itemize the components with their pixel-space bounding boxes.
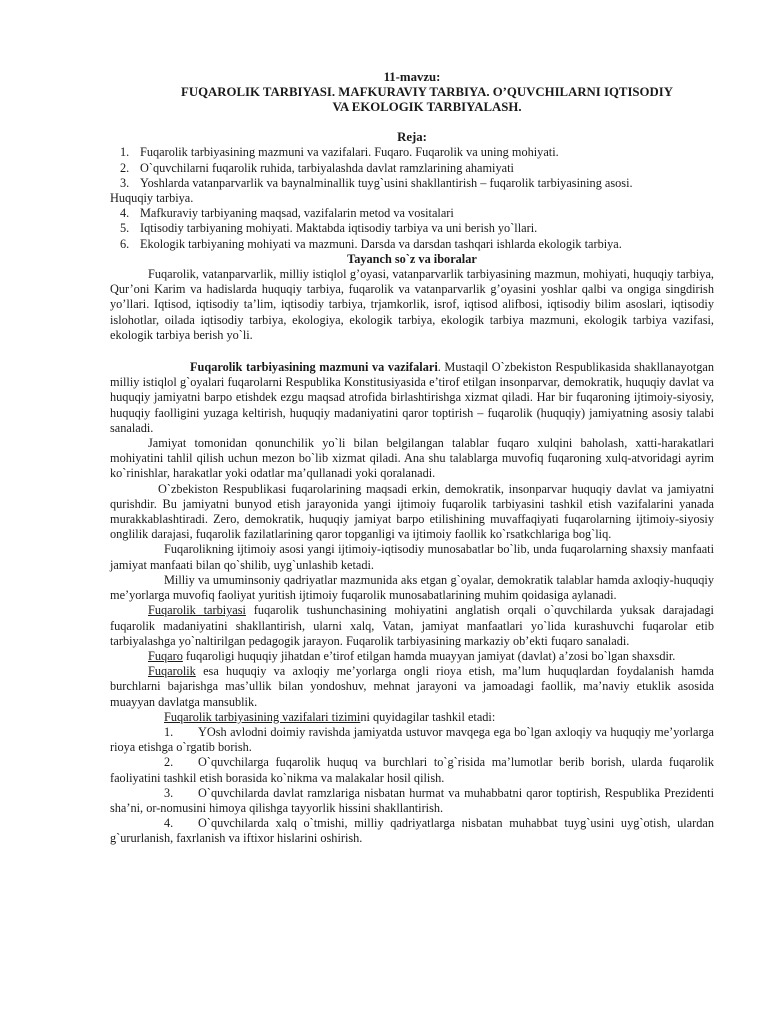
- plan-item: [110, 145, 714, 160]
- topic-title-line1: FUQAROLIK TARBIYASI. MAFKURAVIY TARBIYA. O’QUVCHILARNI IQTISODIY: [181, 85, 673, 100]
- plan-item-text: O`quvchilarni fuqarolik ruhida, tarbiyalashda davlat ramzlarining ahamiyati: [140, 160, 514, 175]
- keywords-heading: Tayanch so`z va iboralar: [347, 251, 477, 266]
- definition-paragraph: [110, 649, 714, 664]
- defined-term: Fuqaro: [148, 648, 183, 663]
- tasks-list: [110, 725, 714, 847]
- defined-term: Fuqarolik: [148, 664, 196, 679]
- task-number: 2.: [164, 755, 174, 770]
- body-paragraph: O`zbekiston Respublikasi fuqarolarining maqsadi erkin, demokratik, insonparvar huquqiy davlat va jamiyatni qurishdir. Bu jamiyatni bunyod etish jarayonida yangi ijtimoiy fuqarolik tarbiyasini tashkil etish vazifalarini yanada murakkablashtiradi. Zero, demokratik, huquqiy jamiyat barpo etilishining muvaffaqiyati fuqarolarning ijtimoiy-siyosiy onglilik darajasi, fuqarolik fazilatlarining qaror topganligi va ijtimoiy faollik ko`rsatkchlariga bog`liq.: [110, 481, 714, 542]
- definition-text: fuqarolik tushunchasining mohiyatini anglatish orqali o`quvchilarda yuksak darajadagi fuqarolik madaniyatini shakllantirish, ularni xalq, Vatan, jamiyat manfaatlari yo`lida kurashuvchi fuqarolar etib tarbiyalashga yo`naltirilgan pedagogik jarayon. Fuqarolik tarbiyasining markaziy ob’ekti fuqaro sanaladi.: [110, 603, 714, 648]
- plan-item-number: 3.: [120, 175, 130, 190]
- plan-item-text: Fuqarolik tarbiyasining mazmuni va vazifalari. Fuqaro. Fuqarolik va uning mohiyati.: [140, 145, 559, 160]
- plan-item: [110, 221, 714, 236]
- plan-item: [110, 237, 714, 252]
- task-text: O`quvchilarda xalq o`tmishi, milliy qadriyatlarga nisbatan muhabbat tuyg`usini uyg`otish, ulardan g`ururlanish, faxrlanish va iftixor hislarini oshirish.: [110, 816, 714, 846]
- task-text: O`quvchilarda davlat ramzlariga nisbatan hurmat va muhabbatni qaror toptirish, Respublika Prezidenti sha’ni, or-nomusini himoya qilishga tayyorlik hissini shakllantirish.: [110, 785, 714, 815]
- task-item: [110, 725, 714, 755]
- task-item: [110, 816, 714, 846]
- section-intro-text: . Mustaqil O`zbekiston Respublikasida shakllanayotgan milliy istiqlol g`oyalari fuqarolarni Respublika Konstitusiyasida e’tirof etilgan insonparvar, demokratik, huquqiy davlat va huquqiy jamiyatni barpo etishdek ezgu maqsad atrofida birlashtirishga xizmat qiladi. Har bir fuqaroning ijtimoiy-siyosiy, huquqiy faolligini yuzaga keltirish, huquqiy madaniyatini qaror toptirish – fuqarolik (huquqiy) jamiyatning asosiy talabi sanaladi.: [110, 360, 714, 435]
- section-title: Fuqarolik tarbiyasining mazmuni va vazifalari: [190, 360, 438, 375]
- task-number: 3.: [164, 785, 174, 800]
- section-intro-paragraph: [110, 360, 714, 436]
- body-paragraph: Milliy va umuminsoniy qadriyatlar mazmunida aks etgan g`oyalar, demokratik talablar hamda axloqiy-huquqiy me’yorlarga muvofiq faoliyat yuritish ijtimoiy fuqarolik munosabatlarining muhim qoidasiga aylanadi.: [110, 572, 714, 603]
- definition-text: fuqaroligi huquqiy jihatdan e’tirof etilgan hamda muayyan jamiyat (davlat) a’zosi bo`lgan shaxsdir.: [182, 648, 676, 663]
- tasks-intro-text: ni quyidagilar tashkil etadi:: [360, 709, 496, 724]
- plan-list: [110, 145, 714, 251]
- topic-number: 11-mavzu:: [383, 70, 441, 84]
- task-text: YOsh avlodni doimiy ravishda jamiyatda ustuvor mavqega ega bo`lgan axloqiy va huquqiy me’yorlarga rioya etishga o`rgatib borish.: [110, 724, 714, 755]
- topic-title-line2: VA EKOLOGIK TARBIYALASH.: [332, 99, 522, 114]
- plan-item-number: 2.: [120, 160, 130, 175]
- definition-paragraph: [110, 664, 714, 710]
- plan-item: [110, 176, 714, 206]
- definition-paragraph: [110, 603, 714, 649]
- plan-item-number: 6.: [120, 236, 130, 251]
- task-text: O`quvchilarga fuqarolik huquq va burchlari to`g`risida ma’lumotlar berib borish, ularda fuqarolik faoliyatini tashkil etish borasida ko`nikma va malakalar hosil qilish.: [110, 755, 714, 785]
- plan-item-number: 5.: [120, 221, 130, 236]
- defined-term: Fuqarolik tarbiyasi: [148, 603, 246, 618]
- defined-term: Fuqarolik tarbiyasining vazifalari tizimi: [164, 709, 361, 724]
- plan-item-text: Iqtisodiy tarbiyaning mohiyati. Maktabda iqtisodiy tarbiya va uni berish yo`llari.: [140, 221, 538, 236]
- plan-heading: Reja:: [397, 130, 427, 145]
- plan-item-text: Mafkuraviy tarbiyaning maqsad, vazifalarin metod va vositalari: [140, 206, 454, 221]
- document-page: [110, 70, 714, 847]
- task-item: [110, 755, 714, 785]
- plan-item-text: Yoshlarda vatanparvarlik va baynalminallik tuyg`usini shakllantirish – fuqarolik tarbiyasining asosi.: [140, 175, 633, 190]
- task-number: 4.: [164, 816, 174, 831]
- definition-text: esa huquqiy va axloqiy me’yorlarga ongli rioya etish, ma’lum huquqlardan foydalanish hamda burchlarni bajarishga mas’ullik bilan yondoshuv, mehnat jarayoni va jamoadagi faollik, ma’naviy etuklik asosida muayyan davlatga mansublik.: [110, 664, 714, 709]
- body-paragraph: Fuqarolikning ijtimoiy asosi yangi ijtimoiy-iqtisodiy munosabatlar bo`lib, unda fuqarolarning shaxsiy manfaati jamiyat manfaati bilan qo`shilib, uyg`unlashib ketadi.: [110, 542, 714, 572]
- task-item: [110, 786, 714, 816]
- task-number: 1.: [164, 724, 174, 739]
- body-paragraph: Jamiyat tomonidan qonunchilik yo`li bilan belgilangan talablar fuqaro xulqini baholash, xatti-harakatlari mohiyatini tahlil qilish uchun mezon bo`lib xizmat qiladi. Ana shu talablarga muvofiq fuqaroning xulq-atvoridagi ayrim ko`rinishlar, harakatlar yoki odatlar ma’qullanadi yoki qoralanadi.: [110, 436, 714, 481]
- plan-item: [110, 161, 714, 176]
- plan-item: [110, 206, 714, 221]
- plan-item-number: 1.: [120, 145, 130, 160]
- plan-item-continuation: Huquqiy tarbiya.: [110, 191, 194, 206]
- plan-item-text: Ekologik tarbiyaning mohiyati va mazmuni. Darsda va darsdan tashqari ishlarda ekologik tarbiya.: [140, 236, 622, 251]
- tasks-intro-paragraph: [110, 710, 714, 725]
- spacer: [110, 343, 714, 360]
- keywords-paragraph: Fuqarolik, vatanparvarlik, milliy istiqlol g’oyasi, vatanparvarlik tarbiyasining mazmun, mohiyati, huquqiy tarbiya, Qur’oni Karim va hadislarda huquqiy tarbiya, fuqarolik va vatanparvarlik g’oyasini yoshlar qalbi va ongiga singdirish yo’llari. Iqtisod, iqtisodiy ta’lim, iqtisodiy tarbiya, trjamkorlik, isrof, iqtisod alifbosi, iqtisodiy bilim asoslari, iqtisodiy islohotlar, oilada iqtisodiy tarbiya, ekologiya, ekologik tarbiya, ekologik tarbiya mazmuni, ekologik tarbiya vazifasi, ekologik tarbiya berish yo`li.: [110, 267, 714, 342]
- plan-item-number: 4.: [120, 206, 130, 221]
